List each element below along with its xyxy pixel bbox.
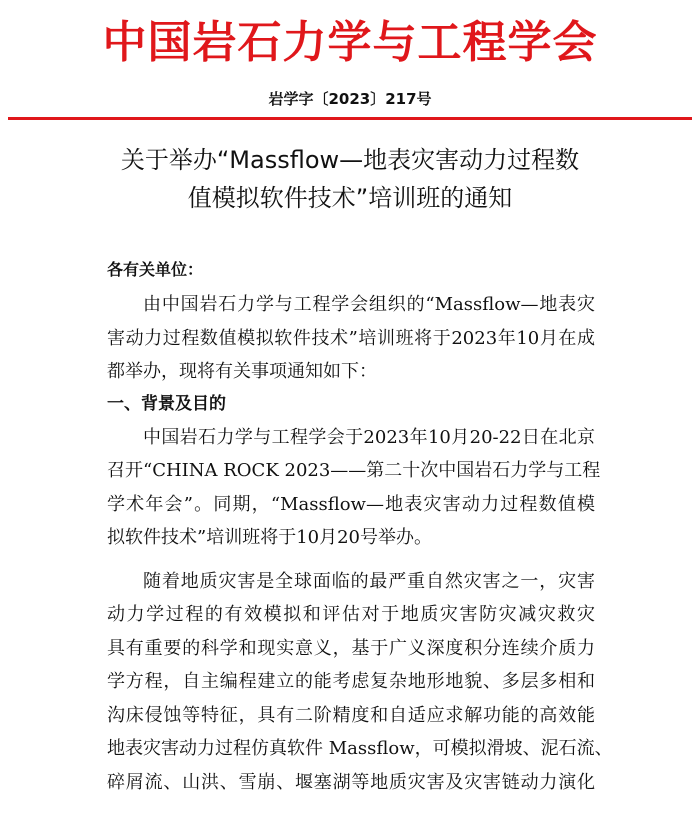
paragraph-line: 随着地质灾害是全球面临的最严重自然灾害之一，灾害 <box>143 570 595 592</box>
paragraph-line: 害动力过程数值模拟软件技术”培训班将于2023年10月在成 <box>107 327 595 349</box>
notice-title <box>0 141 700 217</box>
paragraph-line: 都举办，现将有关事项通知如下： <box>107 361 377 382</box>
paragraph-line: 中国岩石力学与工程学会于2023年10月20-22日在北京 <box>143 426 595 448</box>
paragraph-line: 由中国岩石力学与工程学会组织的“Massflow—地表灾 <box>143 294 595 315</box>
body-paragraph <box>107 288 595 389</box>
body-paragraph <box>107 565 613 800</box>
salutation: 各有关单位： <box>107 260 204 279</box>
document-body <box>107 258 613 799</box>
notice-title-line: 关于举办“Massflow—地表灾害动力过程数 <box>120 146 580 174</box>
paragraph-line: 地表灾害动力过程仿真软件 Massflow，可模拟滑坡、泥石流、 <box>107 738 613 759</box>
paragraph-line: 拟软件技术”培训班将于10月20号举办。 <box>107 527 433 548</box>
paragraph-line: 沟床侵蚀等特征，具有二阶精度和自适应求解功能的高效能 <box>107 704 595 726</box>
document-number: 岩学字〔2023〕217号 <box>268 90 432 108</box>
paragraph-line: 召开“CHINA ROCK 2023——第二十次中国岩石力学与工程 <box>107 460 601 481</box>
organization-header-title: 中国岩石力学与工程学会 <box>102 17 598 68</box>
header-divider-line <box>8 117 692 120</box>
paragraph-line: 动力学过程的有效模拟和评估对于地质灾害防灾减灾救灾 <box>107 604 595 625</box>
section-heading: 一、背景及目的 <box>107 393 226 414</box>
paragraph-line: 具有重要的科学和现实意义，基于广义深度积分连续介质力 <box>107 637 595 659</box>
paragraph-line: 学术年会”。同期，“Massflow—地表灾害动力过程数值模 <box>107 493 595 515</box>
notice-title-line: 值模拟软件技术”培训班的通知 <box>187 184 513 212</box>
paragraph-line: 碎屑流、山洪、雪崩、堰塞湖等地质灾害及灾害链动力演化 <box>107 771 595 793</box>
body-paragraph <box>107 421 601 555</box>
paragraph-line: 学方程，自主编程建立的能考虑复杂地形地貌、多层多相和 <box>107 671 595 692</box>
